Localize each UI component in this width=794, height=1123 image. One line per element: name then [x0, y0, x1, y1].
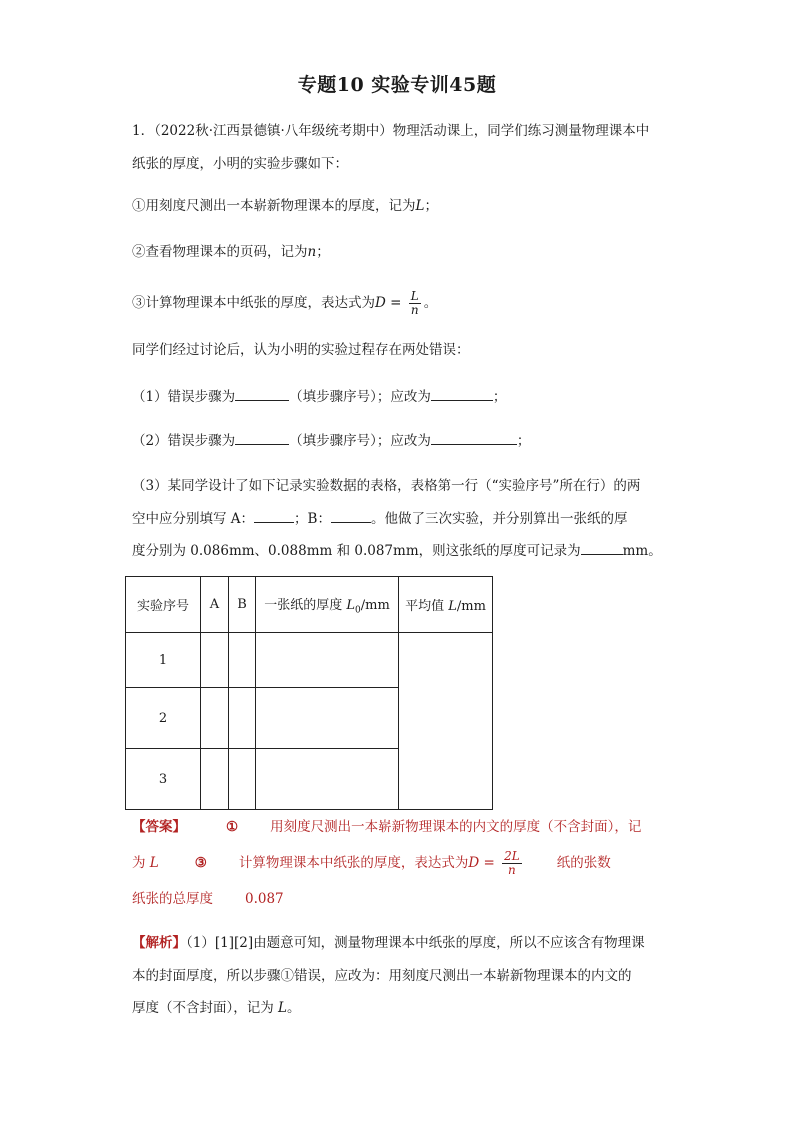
average-cell [399, 633, 493, 810]
question-source: （2022秋·江西景德镇·八年级统考期中） [154, 123, 393, 139]
answer-label: 【答案】 [132, 819, 186, 835]
row-number-cell: 3 [126, 749, 201, 810]
question-stem-line1 [132, 121, 649, 141]
header-cell-average: 平均值 L/mm [399, 577, 493, 633]
answer-blank[interactable] [331, 508, 371, 523]
subquestion-3-line3: 度分别为 0.086mm、0.088mm 和 0.087mm，则这张纸的厚度可记录为 mm。 [132, 540, 662, 561]
answer-blank[interactable] [235, 386, 289, 401]
row-number-cell: 1 [126, 633, 201, 688]
fraction-2l-over-n: $\frac{2L}{n}$ [504, 849, 520, 877]
table-cell [201, 633, 229, 688]
answer-blank[interactable] [235, 430, 289, 445]
table-header-row [126, 577, 493, 633]
fraction-l-over-n: $\frac{L}{n}$ [410, 289, 419, 317]
table-cell [229, 749, 256, 810]
analysis-line1: 【解析】（1）[1][2]由题意可知，测量物理课本中纸张的厚度，所以不应该含有物理课 [132, 935, 645, 951]
row-number-cell: 2 [126, 688, 201, 749]
header-cell-trial-number: 实验序号 [126, 577, 201, 633]
table-cell [229, 688, 256, 749]
answer-line2: 为 L ③ 计算物理课本中纸张的厚度，表达式为D = $\frac{2L}{n}$ 纸的张数 [132, 849, 611, 877]
answer-blank[interactable] [254, 508, 294, 523]
header-cell-a: A [201, 577, 229, 633]
subquestion-2: （2）错误步骤为 （填步骤序号）；应改为 ； [132, 430, 530, 451]
step-3: ③计算物理课本中纸张的厚度，表达式为D = $\frac{L}{n}$ 。 [132, 289, 438, 317]
subquestion-3-line2: 空中应分别填写 A： ；B： 。他做了三次实验，并分别算出一张纸的厚 [132, 508, 627, 529]
answer-line3: 纸张的总厚度 0.087 [132, 891, 284, 907]
data-table [125, 576, 493, 810]
table-cell [256, 633, 399, 688]
question-number: 1． [132, 123, 155, 139]
discussion-text: 同学们经过讨论后，认为小明的实验过程存在两处错误： [132, 342, 470, 358]
table-cell [256, 749, 399, 810]
answer-line1: 【答案】 ① 用刻度尺测出一本崭新物理课本的内文的厚度（不含封面），记 [132, 819, 642, 835]
table-row [126, 633, 493, 688]
subquestion-1: （1）错误步骤为 （填步骤序号）；应改为 ； [132, 386, 506, 407]
step-1: ①用刻度尺测出一本崭新物理课本的厚度，记为L； [132, 198, 438, 214]
step-2: ②查看物理课本的页码，记为n； [132, 244, 330, 260]
answer-blank[interactable] [581, 540, 623, 555]
subquestion-3-line1: （3）某同学设计了如下记录实验数据的表格，表格第一行（“实验序号”所在行）的两 [132, 478, 641, 494]
table-cell [256, 688, 399, 749]
question-stem-line2: 纸张的厚度，小明的实验步骤如下： [132, 156, 348, 172]
answer-blank[interactable] [431, 430, 517, 445]
table-cell [201, 688, 229, 749]
table-cell [201, 749, 229, 810]
analysis-line2: 本的封面厚度，所以步骤①错误，应改为：用刻度尺测出一本崭新物理课本的内文的 [132, 968, 632, 984]
question-stem-text: 物理活动课上，同学们练习测量物理课本中 [392, 123, 650, 139]
analysis-line3: 厚度（不含封面），记为 L。 [132, 1000, 301, 1016]
answer-blank[interactable] [431, 386, 493, 401]
analysis-label: 【解析】 [132, 935, 186, 951]
header-cell-single-thickness: 一张纸的厚度 $L_0/mm$ [256, 577, 399, 633]
table-cell [229, 633, 256, 688]
page-title: 专题10 实验专训45题 [297, 74, 497, 96]
header-cell-b: B [229, 577, 256, 633]
